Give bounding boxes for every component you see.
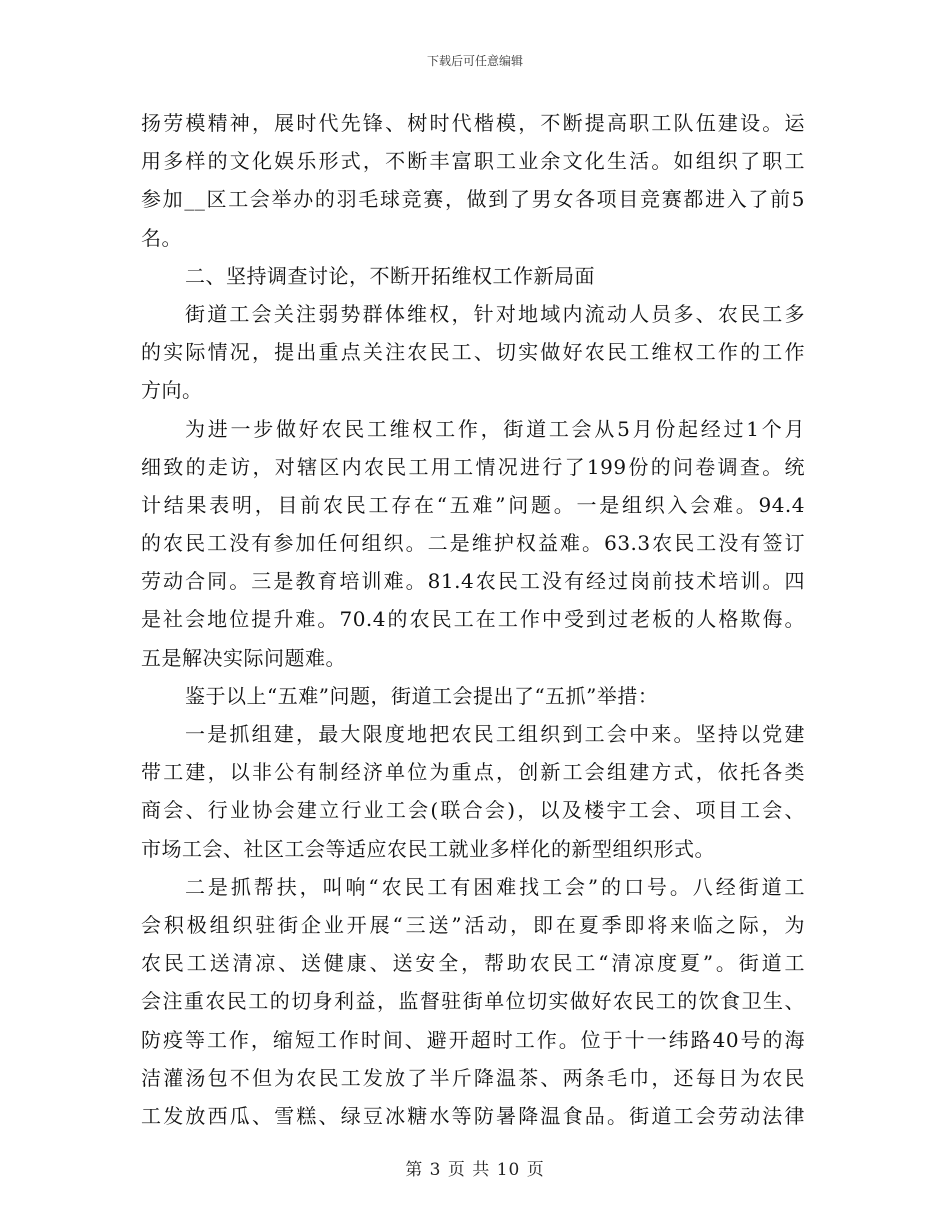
- text-line: 街道工会关注弱势群体维权，针对地域内流动人员多、农民工多: [185, 301, 805, 326]
- text-line: 名。: [141, 225, 182, 250]
- text-line: 用多样的文化娱乐形式，不断丰富职工业余文化生活。如组织了职工: [141, 149, 805, 174]
- text-line: 二是抓帮扶，叫响“农民工有困难找工会”的口号。八经街道工: [185, 874, 805, 899]
- text-line: 防疫等工作，缩短工作时间、避开超时工作。位于十一纬路40号的海: [141, 1027, 805, 1052]
- text-line: 市场工会、社区工会等适应农民工就业多样化的新型组织形式。: [141, 836, 715, 861]
- section-heading: 二、坚持调查讨论，不断开拓维权工作新局面: [185, 263, 595, 288]
- text-line: 鉴于以上“五难”问题，街道工会提出了“五抓”举措：: [185, 683, 659, 708]
- text-line: 细致的走访，对辖区内农民工用工情况进行了199份的问卷调查。统: [141, 454, 805, 479]
- text-line: 参加__区工会举办的羽毛球竞赛，做到了男女各项目竞赛都进入了前5: [141, 187, 805, 212]
- text-line: 的农民工没有参加任何组织。二是维护权益难。63.3农民工没有签订: [141, 531, 805, 556]
- text-line: 会注重农民工的切身利益，监督驻街单位切实做好农民工的饮食卫生、: [141, 989, 805, 1014]
- text-line: 计结果表明，目前农民工存在“五难”问题。一是组织入会难。94.4: [141, 492, 805, 517]
- page-number: 第 3 页 共 10 页: [405, 1160, 545, 1180]
- text-line: 劳动合同。三是教育培训难。81.4农民工没有经过岗前技术培训。四: [141, 569, 805, 594]
- text-line: 洁灌汤包不但为农民工发放了半斤降温茶、两条毛巾，还每日为农民: [141, 1065, 805, 1090]
- text-line: 五是解决实际问题难。: [141, 645, 346, 670]
- text-line: 会积极组织驻街企业开展“三送”活动，即在夏季即将来临之际，为: [141, 912, 805, 937]
- text-line: 扬劳模精神，展时代先锋、树时代楷模，不断提高职工队伍建设。运: [141, 111, 805, 135]
- text-line: 方向。: [141, 378, 203, 403]
- text-line: 一是抓组建，最大限度地把农民工组织到工会中来。坚持以党建: [185, 722, 805, 746]
- text-line: 带工建，以非公有制经济单位为重点，创新工会组建方式，依托各类: [141, 760, 805, 785]
- text-line: 是社会地位提升难。70.4的农民工在工作中受到过老板的人格欺侮。: [141, 607, 805, 632]
- document-body: [141, 104, 805, 1135]
- text-line: 商会、行业协会建立行业工会(联合会)，以及楼宇工会、项目工会、: [141, 798, 805, 823]
- text-line: 的实际情况，提出重点关注农民工、切实做好农民工维权工作的工作: [141, 340, 805, 365]
- page-header: 下载后可任意编辑: [426, 54, 523, 68]
- text-line: 为进一步做好农民工维权工作，街道工会从5月份起经过1个月: [185, 416, 805, 441]
- text-line: 工发放西瓜、雪糕、绿豆冰糖水等防暑降温食品。街道工会劳动法律: [141, 1103, 805, 1128]
- text-line: 农民工送清凉、送健康、送安全，帮助农民工“清凉度夏”。街道工: [141, 951, 805, 976]
